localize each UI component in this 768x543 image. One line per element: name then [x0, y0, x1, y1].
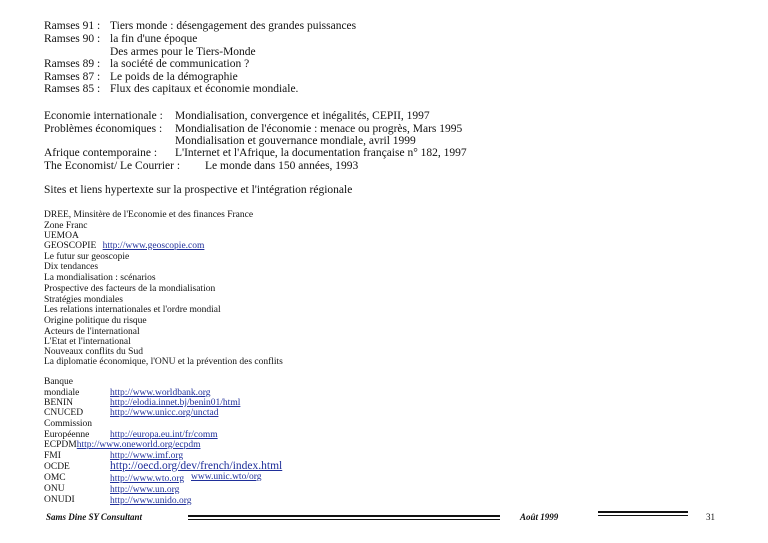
un-link[interactable]: http://www.un.org — [110, 485, 180, 495]
ref-label: Problèmes économiques : — [44, 123, 163, 135]
geoscopie-label: GEOSCOPIE — [44, 241, 97, 251]
ramses-label: Ramses 90 : — [44, 33, 101, 45]
sites-heading: Sites et liens hypertexte sur la prospective et l'intégration régionale — [44, 184, 353, 196]
footer-date: Août 1999 — [520, 512, 559, 522]
ramses-label: Ramses 89 : — [44, 58, 101, 70]
footer-rule — [598, 515, 688, 516]
ref-label: Economie internationale : — [44, 110, 163, 122]
ecpdm-label: ECPDM — [44, 440, 77, 450]
europa-link[interactable]: http://europa.eu.int/fr/comm — [110, 430, 218, 440]
list-item: Acteurs de l'international — [44, 327, 140, 337]
ramses-text: Des armes pour le Tiers-Monde — [110, 46, 256, 58]
footer-author: Sams Dine SY Consultant — [46, 512, 142, 522]
org-label: Européenne — [44, 430, 90, 440]
list-item: La mondialisation : scénarios — [44, 273, 156, 283]
page-number: 31 — [706, 512, 715, 522]
org-label: ONUDI — [44, 495, 75, 505]
ramses-label: Ramses 85 : — [44, 83, 101, 95]
unido-link[interactable]: http://www.unido.org — [110, 496, 192, 506]
list-item: UEMOA — [44, 231, 79, 241]
ramses-text: Tiers monde : désengagement des grandes puissances — [110, 20, 357, 32]
ref-text: Mondialisation et gouvernance mondiale, avril 1999 — [175, 135, 416, 147]
list-item: Prospective des facteurs de la mondialisation — [44, 284, 216, 294]
unic-wto-link[interactable]: www.unic.wto/org — [191, 472, 262, 482]
list-item: L'Etat et l'international — [44, 337, 131, 347]
ecpdm-link[interactable]: http://www.oneworld.org/ecpdm — [76, 440, 201, 450]
org-label: ONU — [44, 484, 65, 494]
list-item — [44, 241, 204, 252]
ref-text: Mondialisation, convergence et inégalités, CEPII, 1997 — [175, 110, 430, 122]
ref-text: Le monde dans 150 années, 1993 — [205, 160, 359, 172]
org-label: Commission — [44, 419, 93, 429]
benin-link[interactable]: http://elodia.innet.bj/benin01/html — [110, 398, 241, 408]
ramses-text: Flux des capitaux et économie mondiale. — [110, 83, 299, 95]
org-label: Banque — [44, 377, 74, 387]
org-label: FMI — [44, 451, 61, 461]
ramses-label: Ramses 91 : — [44, 20, 101, 32]
geoscopie-link[interactable]: http://www.geoscopie.com — [102, 241, 205, 251]
fmi-link[interactable]: http://www.imf.org — [110, 451, 184, 461]
footer-rule — [598, 511, 688, 513]
cnuced-link[interactable]: http://www.unicc.org/unctad — [110, 408, 219, 418]
list-item: Dix tendances — [44, 262, 99, 272]
list-item: Le futur sur geoscopie — [44, 252, 130, 262]
list-item: Zone Franc — [44, 221, 88, 231]
org-label: mondiale — [44, 388, 80, 398]
list-item: DREE, Minsitère de l'Economie et des finances France — [44, 210, 254, 220]
ramses-text: Le poids de la démographie — [110, 71, 238, 83]
list-item: Stratégies mondiales — [44, 295, 123, 305]
ref-label: The Economist/ Le Courrier : — [44, 160, 181, 172]
ramses-text: la fin d'une époque — [110, 33, 198, 45]
ref-text: L'Internet et l'Afrique, la documentation française n° 182, 1997 — [175, 147, 467, 159]
wto-link[interactable]: http://www.wto.org — [110, 474, 185, 484]
list-item: Origine politique du risque — [44, 316, 147, 326]
org-label: CNUCED — [44, 408, 84, 418]
list-item: La diplomatie économique, l'ONU et la prévention des conflits — [44, 357, 283, 367]
footer-rule — [188, 519, 500, 520]
worldbank-link[interactable]: http://www.worldbank.org — [110, 388, 211, 398]
org-label: BENIN — [44, 398, 74, 408]
org-label: OMC — [44, 473, 66, 483]
list-item: Les relations internationales et l'ordre mondial — [44, 305, 221, 315]
ocde-link[interactable]: http://oecd.org/dev/french/index.html — [110, 460, 283, 472]
org-label — [44, 440, 200, 451]
ref-label: Afrique contemporaine : — [44, 147, 158, 159]
footer-rule — [188, 515, 500, 517]
ramses-label: Ramses 87 : — [44, 71, 101, 83]
ref-text: Mondialisation de l'économie : menace ou progrès, Mars 1995 — [175, 123, 463, 135]
org-label: OCDE — [44, 462, 70, 472]
list-item: Nouveaux conflits du Sud — [44, 347, 143, 357]
ramses-text: la société de communication ? — [110, 58, 250, 70]
